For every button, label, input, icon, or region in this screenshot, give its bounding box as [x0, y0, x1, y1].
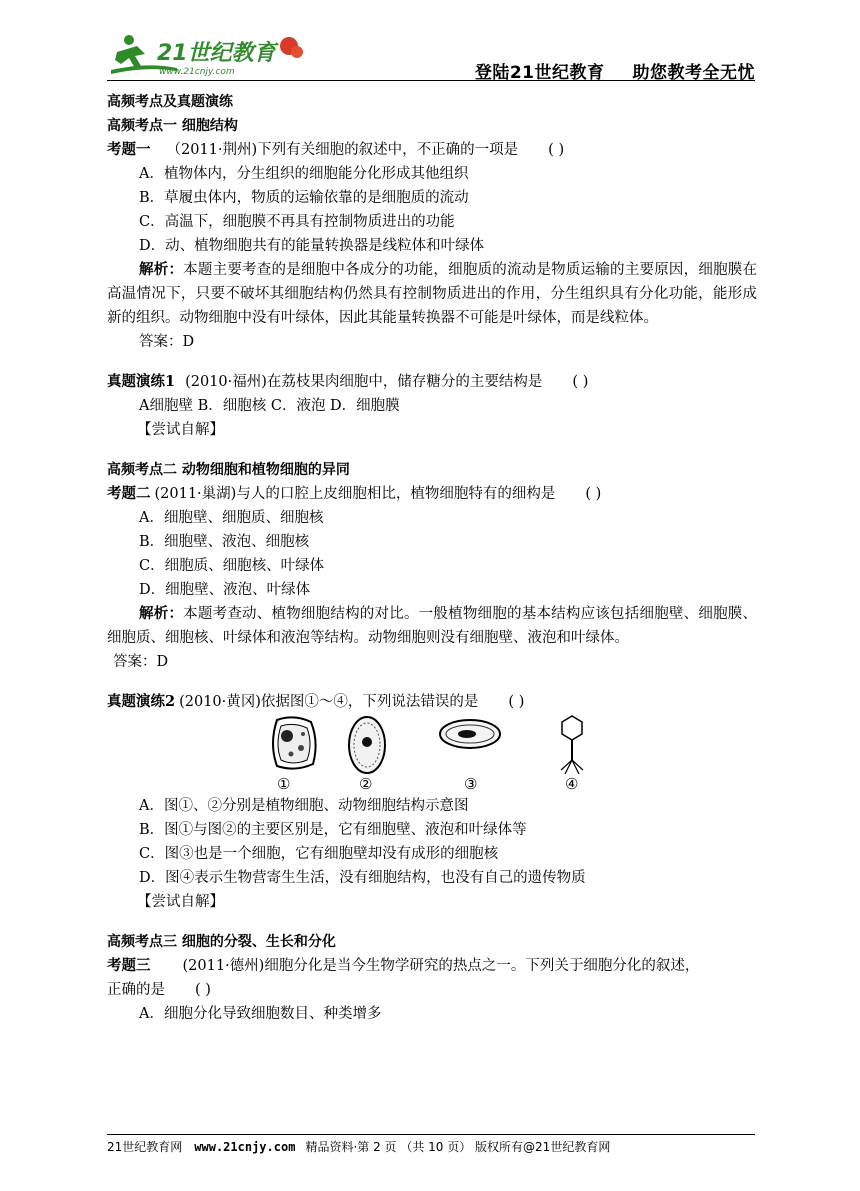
- figure-4-virus: [555, 714, 589, 776]
- drill-2: 真题演练2 (2010·黄冈)依据图①～④，下列说法错误的是 ( ): [107, 693, 525, 710]
- page-footer: [107, 1138, 610, 1155]
- drill-label: 真题演练2: [107, 693, 176, 710]
- option: B．草履虫体内，物质的运输依靠的是细胞质的流动: [139, 190, 469, 206]
- section3-title: 高频考点三 细胞的分裂、生长和分化: [107, 934, 336, 950]
- option: C．细胞质、细胞核、叶绿体: [139, 558, 325, 574]
- section2-title: 高频考点二 动物细胞和植物细胞的异同: [107, 462, 350, 478]
- analysis-1: 解析：本题主要考查的是细胞中各成分的功能，细胞质的流动是物质运输的主要原因，细胞膜在高温情况下，只要不破坏其细胞结构仍然具有控制物质进出的作用，分生组织具有分化功能，能形成新的组织。动物细胞中没有叶绿体，因此其能量转换器不可能是叶绿体，而是线粒体。: [107, 261, 758, 326]
- cell-figures: [107, 714, 757, 794]
- footer-site: 21世纪教育网: [107, 1140, 183, 1154]
- header-divider: [107, 80, 755, 81]
- option: B．细胞壁、液泡、细胞核: [139, 534, 310, 550]
- footer-divider: [107, 1134, 755, 1135]
- option: B．图①与图②的主要区别是，它有细胞壁、液泡和叶绿体等: [139, 822, 527, 838]
- drill-1-options: A细胞壁 B．细胞核 C．液泡 D．细胞膜: [139, 398, 400, 414]
- option: C．高温下，细胞膜不再具有控制物质进出的功能: [139, 214, 455, 230]
- question-label: 考题一: [107, 141, 151, 158]
- figure-label: ②: [359, 775, 373, 793]
- analysis-2: 解析：本题考查动、植物细胞结构的对比。一般植物细胞的基本结构应该包括细胞壁、细胞膜、细胞质、细胞核、叶绿体和液泡等结构。动物细胞则没有细胞壁、液泡和叶绿体。: [107, 605, 758, 646]
- figure-2-animal-cell: [345, 714, 389, 776]
- question-3-cont: 正确的是 ( ): [107, 982, 211, 998]
- question-3: 考题三 (2011·德州)细胞分化是当今生物学研究的热点之一。下列关于细胞分化的叙述，: [107, 957, 700, 974]
- page-header: [107, 30, 755, 82]
- option: A．细胞分化导致细胞数目、种类增多: [139, 1006, 382, 1022]
- document-body: [107, 90, 757, 1026]
- option: A．细胞壁、细胞质、细胞核: [139, 510, 324, 526]
- figure-label: ④: [565, 775, 579, 793]
- doc-title: 高频考点及真题演练: [107, 94, 233, 110]
- option: D．图④表示生物营寄生生活，没有细胞结构，也没有自己的遗传物质: [139, 870, 586, 886]
- footer-info: 精品资料·第 2 页 （共 10 页） 版权所有@21世纪教育网: [305, 1140, 611, 1154]
- figure-label: ①: [277, 775, 291, 793]
- question-label: 考题三: [107, 957, 151, 974]
- logo-url: www.21cnjy.com: [159, 67, 235, 77]
- slogan-right: 助您教考全无忧: [632, 63, 755, 83]
- option: D．动、植物细胞共有的能量转换器是线粒体和叶绿体: [139, 238, 485, 254]
- logo-text: 21世纪教育: [157, 41, 276, 66]
- drill-1: 真题演练1 (2010·福州)在荔枝果肉细胞中，储存糖分的主要结构是 ( ): [107, 373, 589, 390]
- try-self-1: 【尝试自解】: [137, 422, 224, 438]
- drill-label: 真题演练1: [107, 373, 176, 390]
- footer-url: www.21cnjy.com: [194, 1140, 296, 1154]
- question-label: 考题二: [107, 485, 151, 502]
- answer-paren: ( ): [548, 142, 565, 158]
- section1-title: 高频考点一 细胞结构: [107, 118, 238, 134]
- answer-2: 答案：D: [113, 654, 169, 670]
- option: A．植物体内，分生组织的细胞能分化形成其他组织: [139, 166, 469, 182]
- answer-1: 答案：D: [139, 334, 195, 350]
- figure-1-plant-cell: [267, 714, 321, 774]
- question-2: 考题二 (2011·巢湖)与人的口腔上皮细胞相比，植物细胞特有的细构是 ( ): [107, 485, 602, 502]
- option: A．图①、②分别是植物细胞、动物细胞结构示意图: [139, 798, 469, 814]
- slogan-left: 登陆21世纪教育: [474, 63, 605, 83]
- 21cnjy-logo: [107, 30, 307, 82]
- try-self-2: 【尝试自解】: [137, 894, 224, 910]
- option: D．细胞壁、液泡、叶绿体: [139, 582, 311, 598]
- question-1: 考题一 （2011·荆州)下列有关细胞的叙述中，不正确的一项是 ( ): [107, 138, 757, 162]
- option: C．图③也是一个细胞，它有细胞壁却没有成形的细胞核: [139, 846, 499, 862]
- figure-label: ③: [464, 775, 478, 793]
- figure-3-bacterium: [437, 714, 503, 754]
